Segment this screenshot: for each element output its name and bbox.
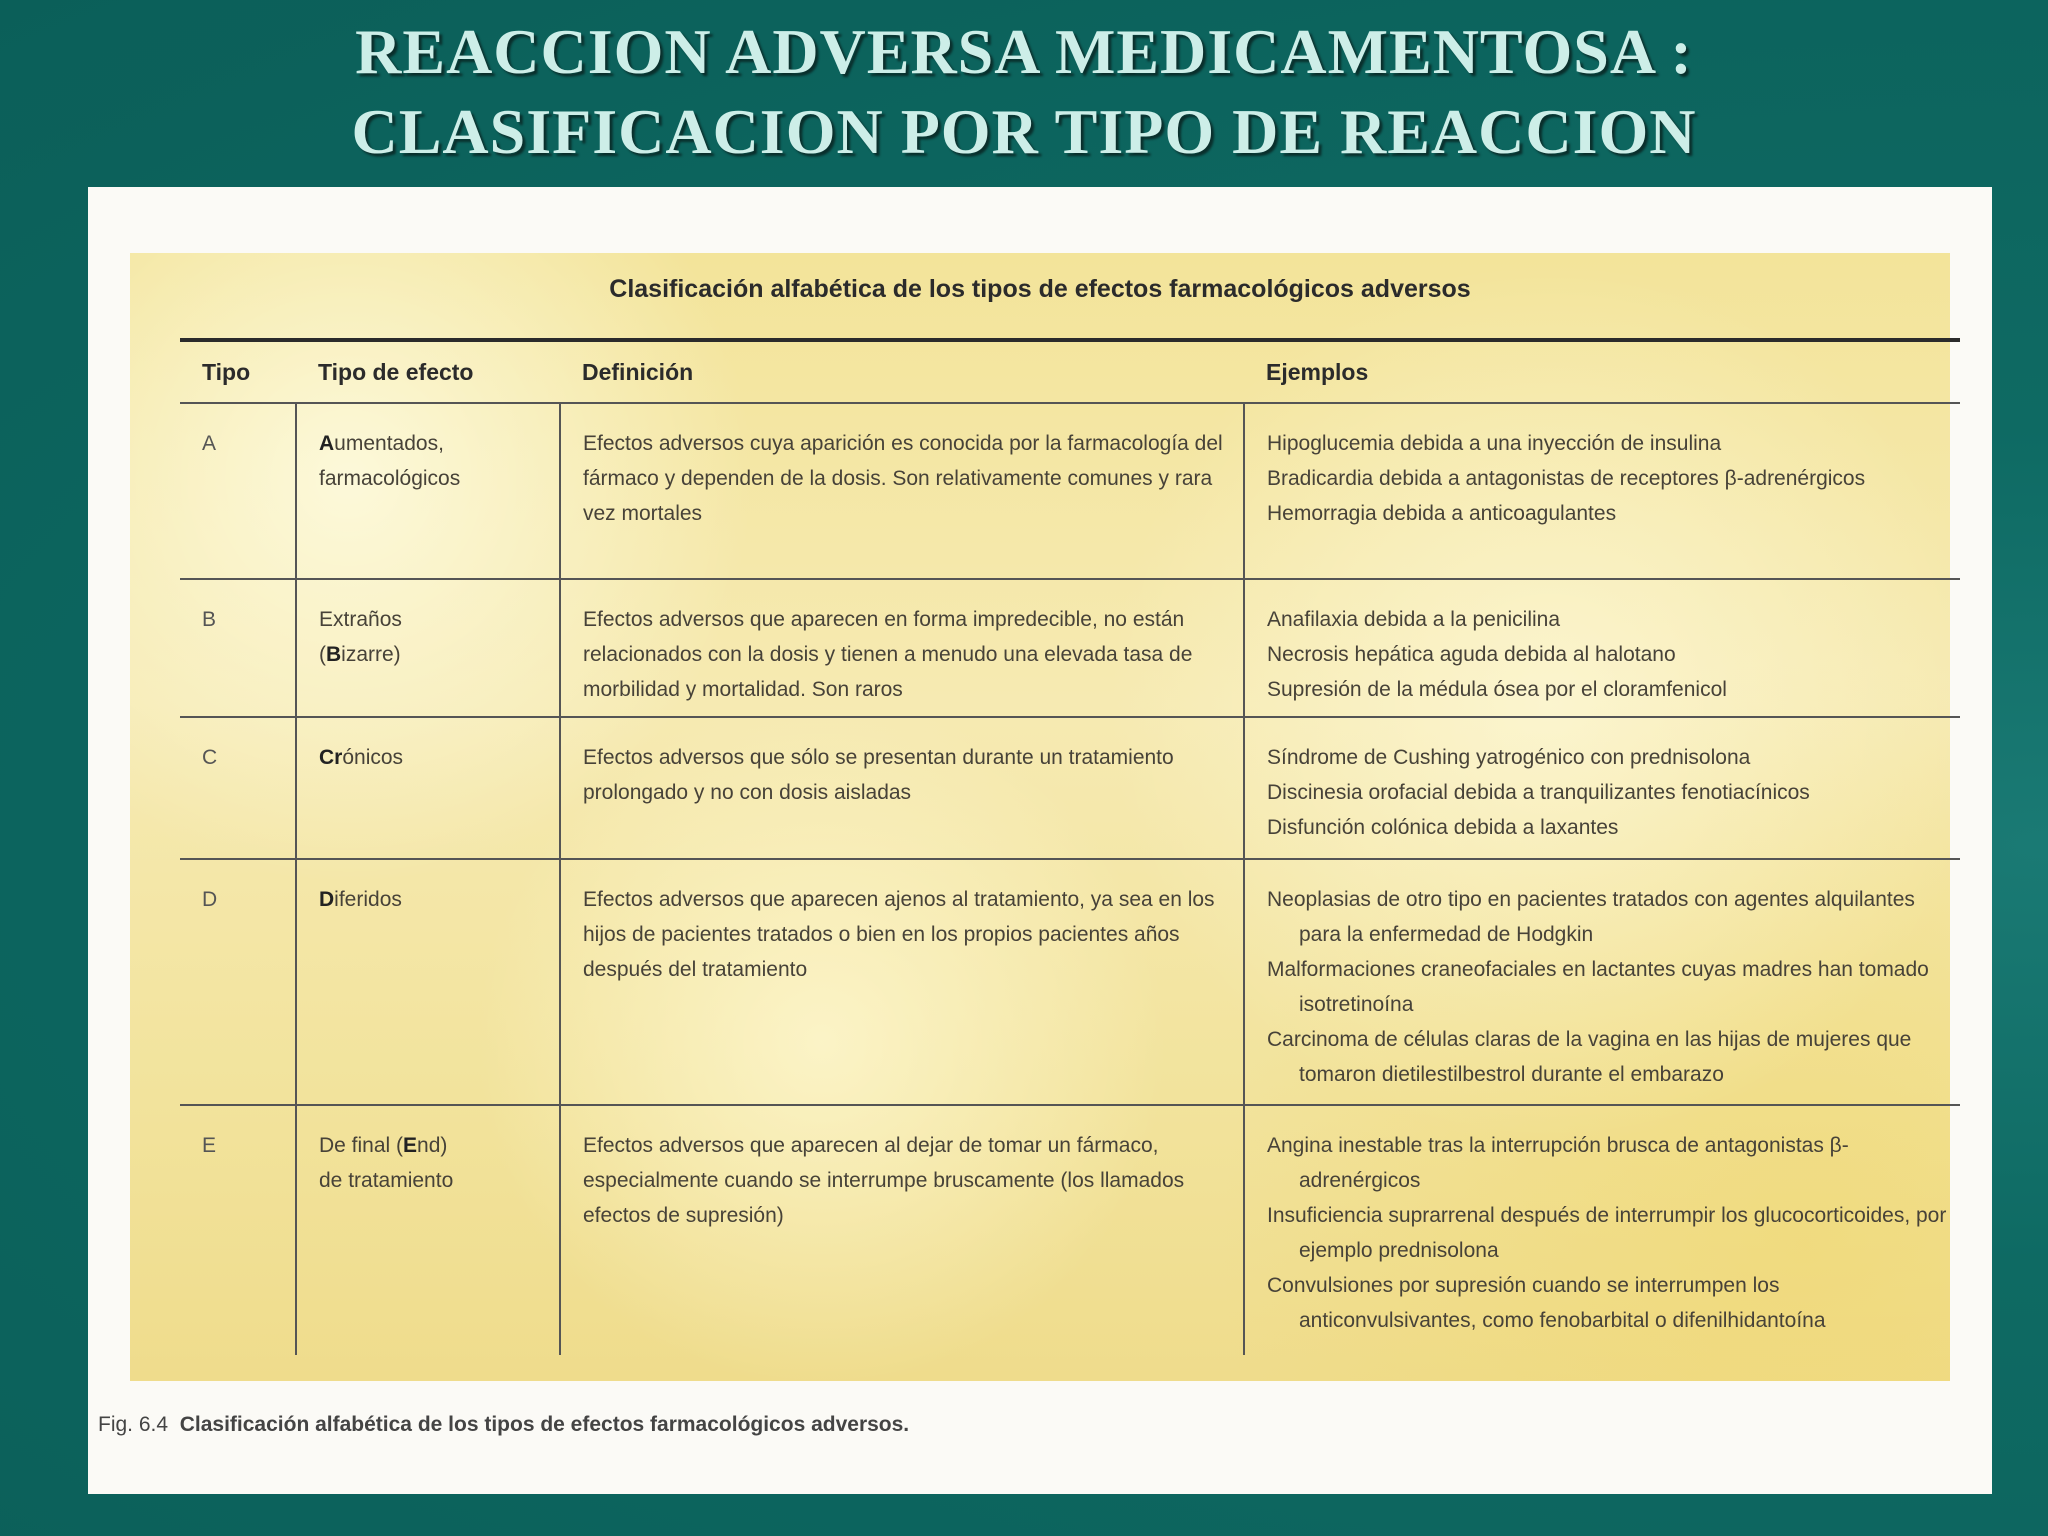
ejemplo-item: Necrosis hepática aguda debida al halotano bbox=[1267, 643, 1676, 666]
tipo-cell: D bbox=[180, 859, 296, 1105]
header-ejemplos: Ejemplos bbox=[1244, 340, 1960, 403]
efecto-initial: D bbox=[319, 888, 335, 911]
efecto-cell bbox=[296, 859, 560, 1105]
ejemplo-item: Anafilaxia debida a la penicilina bbox=[1267, 608, 1561, 631]
definicion-cell: Efectos adversos que sólo se presentan durante un tratamiento prolongado y no con dosis aisladas bbox=[560, 717, 1244, 859]
efecto-text-pre: De final ( bbox=[319, 1134, 404, 1157]
table-row-e bbox=[180, 1105, 1960, 1355]
ejemplos-cell bbox=[1244, 579, 1960, 717]
tipo-cell: E bbox=[202, 1134, 217, 1157]
efecto-cell bbox=[296, 403, 560, 579]
slide-title-line-1: REACCION ADVERSA MEDICAMENTOSA : bbox=[355, 16, 1693, 87]
tipo-cell: B bbox=[180, 579, 296, 717]
slide-title bbox=[0, 12, 2048, 172]
ejemplo-item: Supresión de la médula ósea por el cloramfenicol bbox=[1267, 678, 1727, 701]
header-tipo-de-efecto: Tipo de efecto bbox=[296, 340, 560, 403]
ejemplo-item: Angina inestable tras la interrupción brusca de antagonistas β-adrenérgicos bbox=[1267, 1134, 1849, 1192]
table-title: Clasificación alfabética de los tipos de efectos farmacológicos adversos bbox=[609, 275, 1471, 303]
caption-text: Clasificación alfabética de los tipos de efectos farmacológicos adversos. bbox=[179, 1413, 910, 1436]
caption-label: Fig. 6.4 bbox=[98, 1413, 169, 1436]
ejemplo-item: Insuficiencia suprarrenal después de interrumpir los glucocorticoides, por ejemplo prednisolona bbox=[1267, 1204, 1947, 1262]
efecto-text-pre: ( bbox=[319, 643, 326, 666]
figure-panel bbox=[88, 187, 1992, 1494]
ejemplos-cell bbox=[1244, 717, 1960, 859]
header-definicion: Definición bbox=[560, 340, 1244, 403]
efecto-cell bbox=[296, 717, 560, 859]
slide-title-line-2: CLASIFICACION POR TIPO DE REACCION bbox=[351, 96, 1697, 167]
efecto-text-line-2: de tratamiento bbox=[319, 1169, 454, 1192]
table-area bbox=[130, 253, 1950, 1381]
table-row-c bbox=[180, 717, 1960, 859]
tipo-cell: A bbox=[180, 403, 296, 579]
ejemplo-item: Discinesia orofacial debida a tranquilizantes fenotiacínicos bbox=[1267, 781, 1810, 804]
efecto-text: nd) bbox=[417, 1134, 448, 1157]
ejemplo-item: Bradicardia debida a antagonistas de receptores β-adrenérgicos bbox=[1267, 467, 1866, 490]
table-row-a bbox=[180, 403, 1960, 579]
definicion-cell: Efectos adversos que aparecen en forma impredecible, no están relacionados con la dosis y tienen a menudo una elevada tasa de morbilidad y mortalidad. Son raros bbox=[560, 579, 1244, 717]
table-header-row bbox=[180, 340, 1960, 403]
ejemplo-item: Convulsiones por supresión cuando se interrumpen los anticonvulsivantes, como fenobarbital o difenilhidantoína bbox=[1267, 1274, 1826, 1332]
ejemplo-item: Neoplasias de otro tipo en pacientes tratados con agentes alquilantes para la enfermedad de Hodgkin bbox=[1267, 888, 1915, 946]
header-tipo: Tipo bbox=[180, 340, 296, 403]
efecto-text: iferidos bbox=[334, 888, 402, 911]
ejemplo-item: Malformaciones craneofaciales en lactantes cuyas madres han tomado isotretinoína bbox=[1267, 958, 1929, 1016]
ejemplo-item: Carcinoma de células claras de la vagina en las hijas de mujeres que tomaron dietilestilbestrol durante el embarazo bbox=[1267, 1028, 1912, 1086]
efecto-text-line-2: farmacológicos bbox=[319, 467, 461, 490]
efecto-initial: E bbox=[403, 1134, 418, 1157]
definicion-cell: Efectos adversos que aparecen al dejar de tomar un fármaco, especialmente cuando se interrumpe bruscamente (los llamados efectos de supresión) bbox=[560, 1105, 1244, 1355]
efecto-cell bbox=[296, 579, 560, 717]
table-row-d bbox=[180, 859, 1960, 1105]
efecto-text-line-1: Extraños bbox=[319, 608, 402, 631]
ejemplo-item: Síndrome de Cushing yatrogénico con prednisolona bbox=[1267, 746, 1751, 769]
figure-caption bbox=[98, 1413, 909, 1437]
ejemplo-item: Disfunción colónica debida a laxantes bbox=[1267, 816, 1619, 839]
ejemplo-item: Hipoglucemia debida a una inyección de insulina bbox=[1267, 432, 1722, 455]
adverse-effects-table bbox=[180, 338, 1960, 1355]
ejemplos-cell bbox=[1244, 1105, 1960, 1355]
efecto-initial: A bbox=[319, 432, 335, 455]
efecto-text: ónicos bbox=[342, 746, 404, 769]
ejemplos-cell bbox=[1244, 859, 1960, 1105]
ejemplos-cell bbox=[1244, 403, 1960, 579]
tipo-cell: C bbox=[180, 717, 296, 859]
ejemplo-item: Hemorragia debida a anticoagulantes bbox=[1267, 502, 1617, 525]
efecto-text: izarre) bbox=[341, 643, 401, 666]
efecto-initial: Cr bbox=[319, 746, 343, 769]
definicion-cell: Efectos adversos cuya aparición es conocida por la farmacología del fármaco y dependen de la dosis. Son relativamente comunes y rara vez mortales bbox=[560, 403, 1244, 579]
table-row-b bbox=[180, 579, 1960, 717]
efecto-text: umentados, bbox=[334, 432, 444, 455]
efecto-cell bbox=[296, 1105, 560, 1355]
efecto-initial: B bbox=[326, 643, 342, 666]
definicion-cell: Efectos adversos que aparecen ajenos al tratamiento, ya sea en los hijos de pacientes tratados o bien en los propios pacientes años después del tratamiento bbox=[560, 859, 1244, 1105]
